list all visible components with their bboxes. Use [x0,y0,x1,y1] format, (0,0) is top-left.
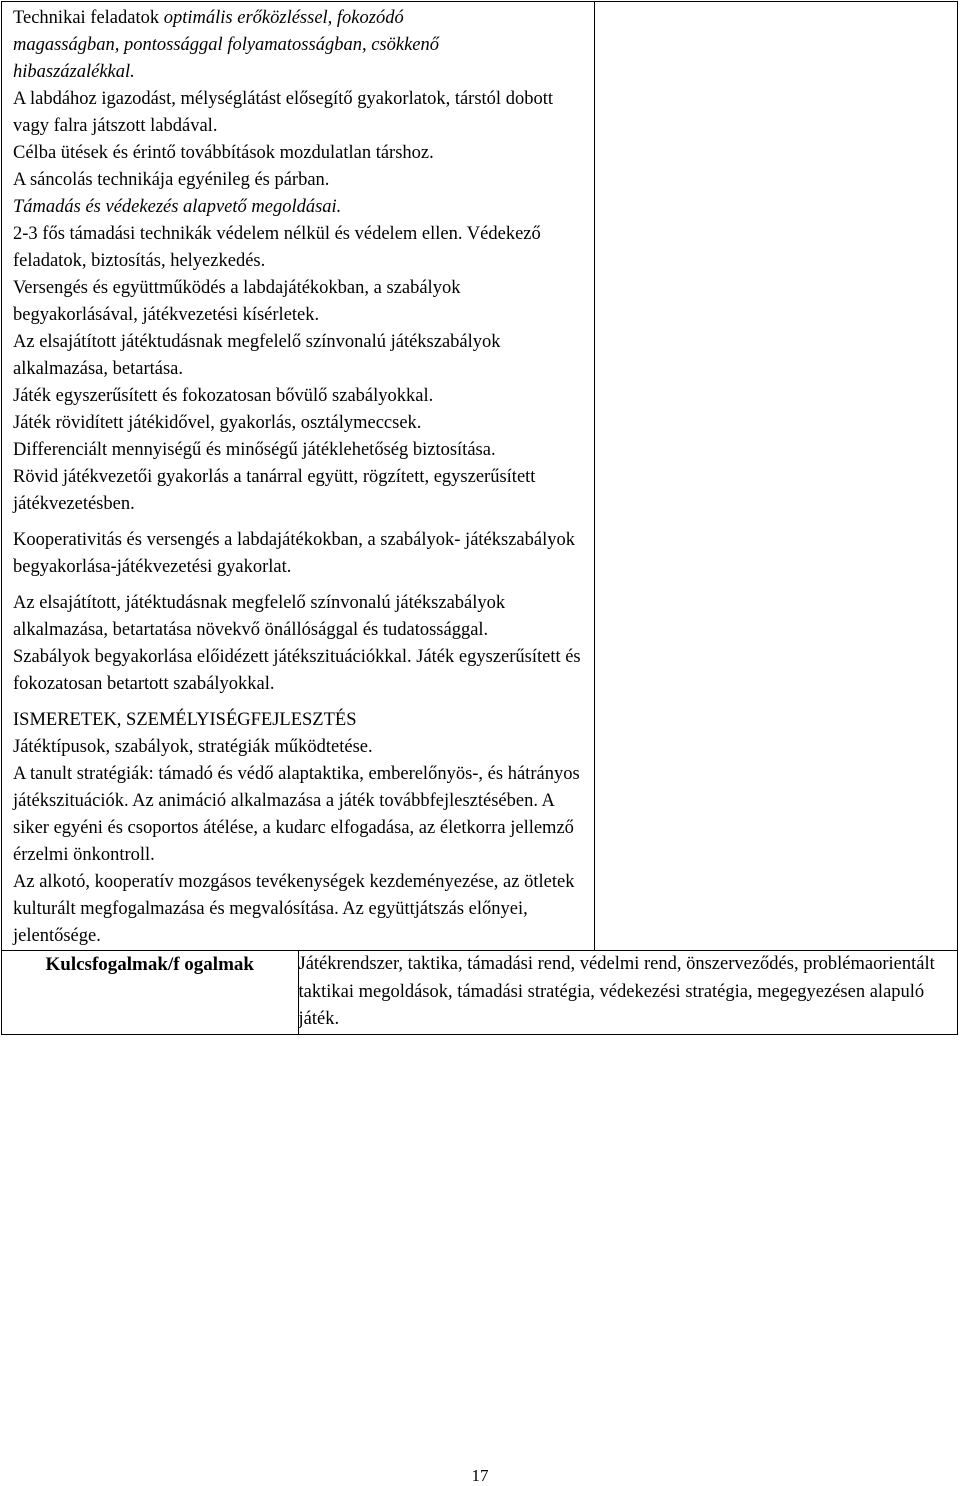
paragraph: Az alkotó, kooperatív mozgásos tevékenységek kezdeményezése, az ötletek kulturált megfogalmazása és megvalósítása. Az együttjátszás előnyei, jelentősége. [13,872,575,946]
paragraph: Kooperativitás és versengés a labdajátékokban, a szabályok- játékszabályok begyakorlása-játékvezetési gyakorlat. [13,530,575,577]
paragraph: Szabályok begyakorlása előidézett játékszituációkkal. Játék egyszerűsített és fokozatosan betartott szabályokkal. [13,647,581,694]
spacer [13,698,588,707]
intro-normal: Technikai feladatok [13,8,164,28]
spacer [13,518,588,527]
paragraph: Játéktípusok, szabályok, stratégiák működtetése. [13,737,373,757]
paragraph: Az elsajátított, játéktudásnak megfelelő színvonalú játékszabályok alkalmazása, betartatása növekvő önállósággal és tudatossággal. [13,593,506,640]
key-concepts-row [2,951,958,1035]
paragraph: Az elsajátított játéktudásnak megfelelő színvonalú játékszabályok alkalmazása, betartása. [13,332,501,379]
paragraph: Differenciált mennyiségű és minőségű játéklehetőség biztosítása. [13,440,496,460]
paragraph: A tanult stratégiák: támadó és védő alaptaktika, emberelőnyös-, és hátrányos játékszituációk. Az animáció alkalmazása a játék továbbfejlesztésében. A siker egyéni és csoportos átélése, a kudarc elfogadása, az életkorra jellemző érzelmi önkontroll. [13,764,580,865]
key-concepts-label: Kulcsfogalmak/f ogalmak [2,951,299,1035]
paragraph: Játék rövidített játékidővel, gyakorlás, osztálymeccsek. [13,413,422,433]
intro-italic-2: magasságban, pontossággal folyamatosságban, csökkenő [13,35,439,55]
intro-italic: optimális erőközléssel, fokozódó [163,8,404,28]
paragraph: A labdához igazodást, mélységlátást elősegítő gyakorlatok, társtól dobott vagy falra játszott labdával. [13,89,553,136]
intro-italic-3: hibaszázalékkal. [13,62,135,82]
section-heading: ISMERETEK, SZEMÉLYISÉGFEJLESZTÉS [13,710,357,730]
paragraph: Rövid játékvezetői gyakorlás a tanárral együtt, rögzített, egyszerűsített játékvezetésben. [13,467,536,514]
spacer [13,581,588,590]
key-concepts-text: Játékrendszer, taktika, támadási rend, védelmi rend, önszerveződés, problémaorientált taktikai megoldások, támadási stratégia, védekezési stratégia, megegyezésen alapuló játék. [298,951,958,1035]
content-cell [2,2,595,951]
empty-right-cell [595,2,958,951]
paragraph: Célba ütések és érintő továbbítások mozdulatlan társhoz. [13,143,434,163]
page-number: 17 [471,1466,489,1485]
paragraph: Versengés és együttműködés a labdajátékokban, a szabályok begyakorlásával, játékvezetési kísérletek. [13,278,461,325]
paragraph: 2-3 fős támadási technikák védelem nélkül és védelem ellen. Védekező feladatok, biztosítás, helyezkedés. [13,224,541,271]
paragraph-italic: Támadás és védekezés alapvető megoldásai. [13,197,342,217]
content-text [2,2,594,950]
paragraph: Játék egyszerűsített és fokozatosan bővülő szabályokkal. [13,386,434,406]
paragraph: A sáncolás technikája egyénileg és párban. [13,170,330,190]
curriculum-table [1,1,958,1035]
content-row [2,2,958,951]
intro-paragraph [13,5,588,86]
